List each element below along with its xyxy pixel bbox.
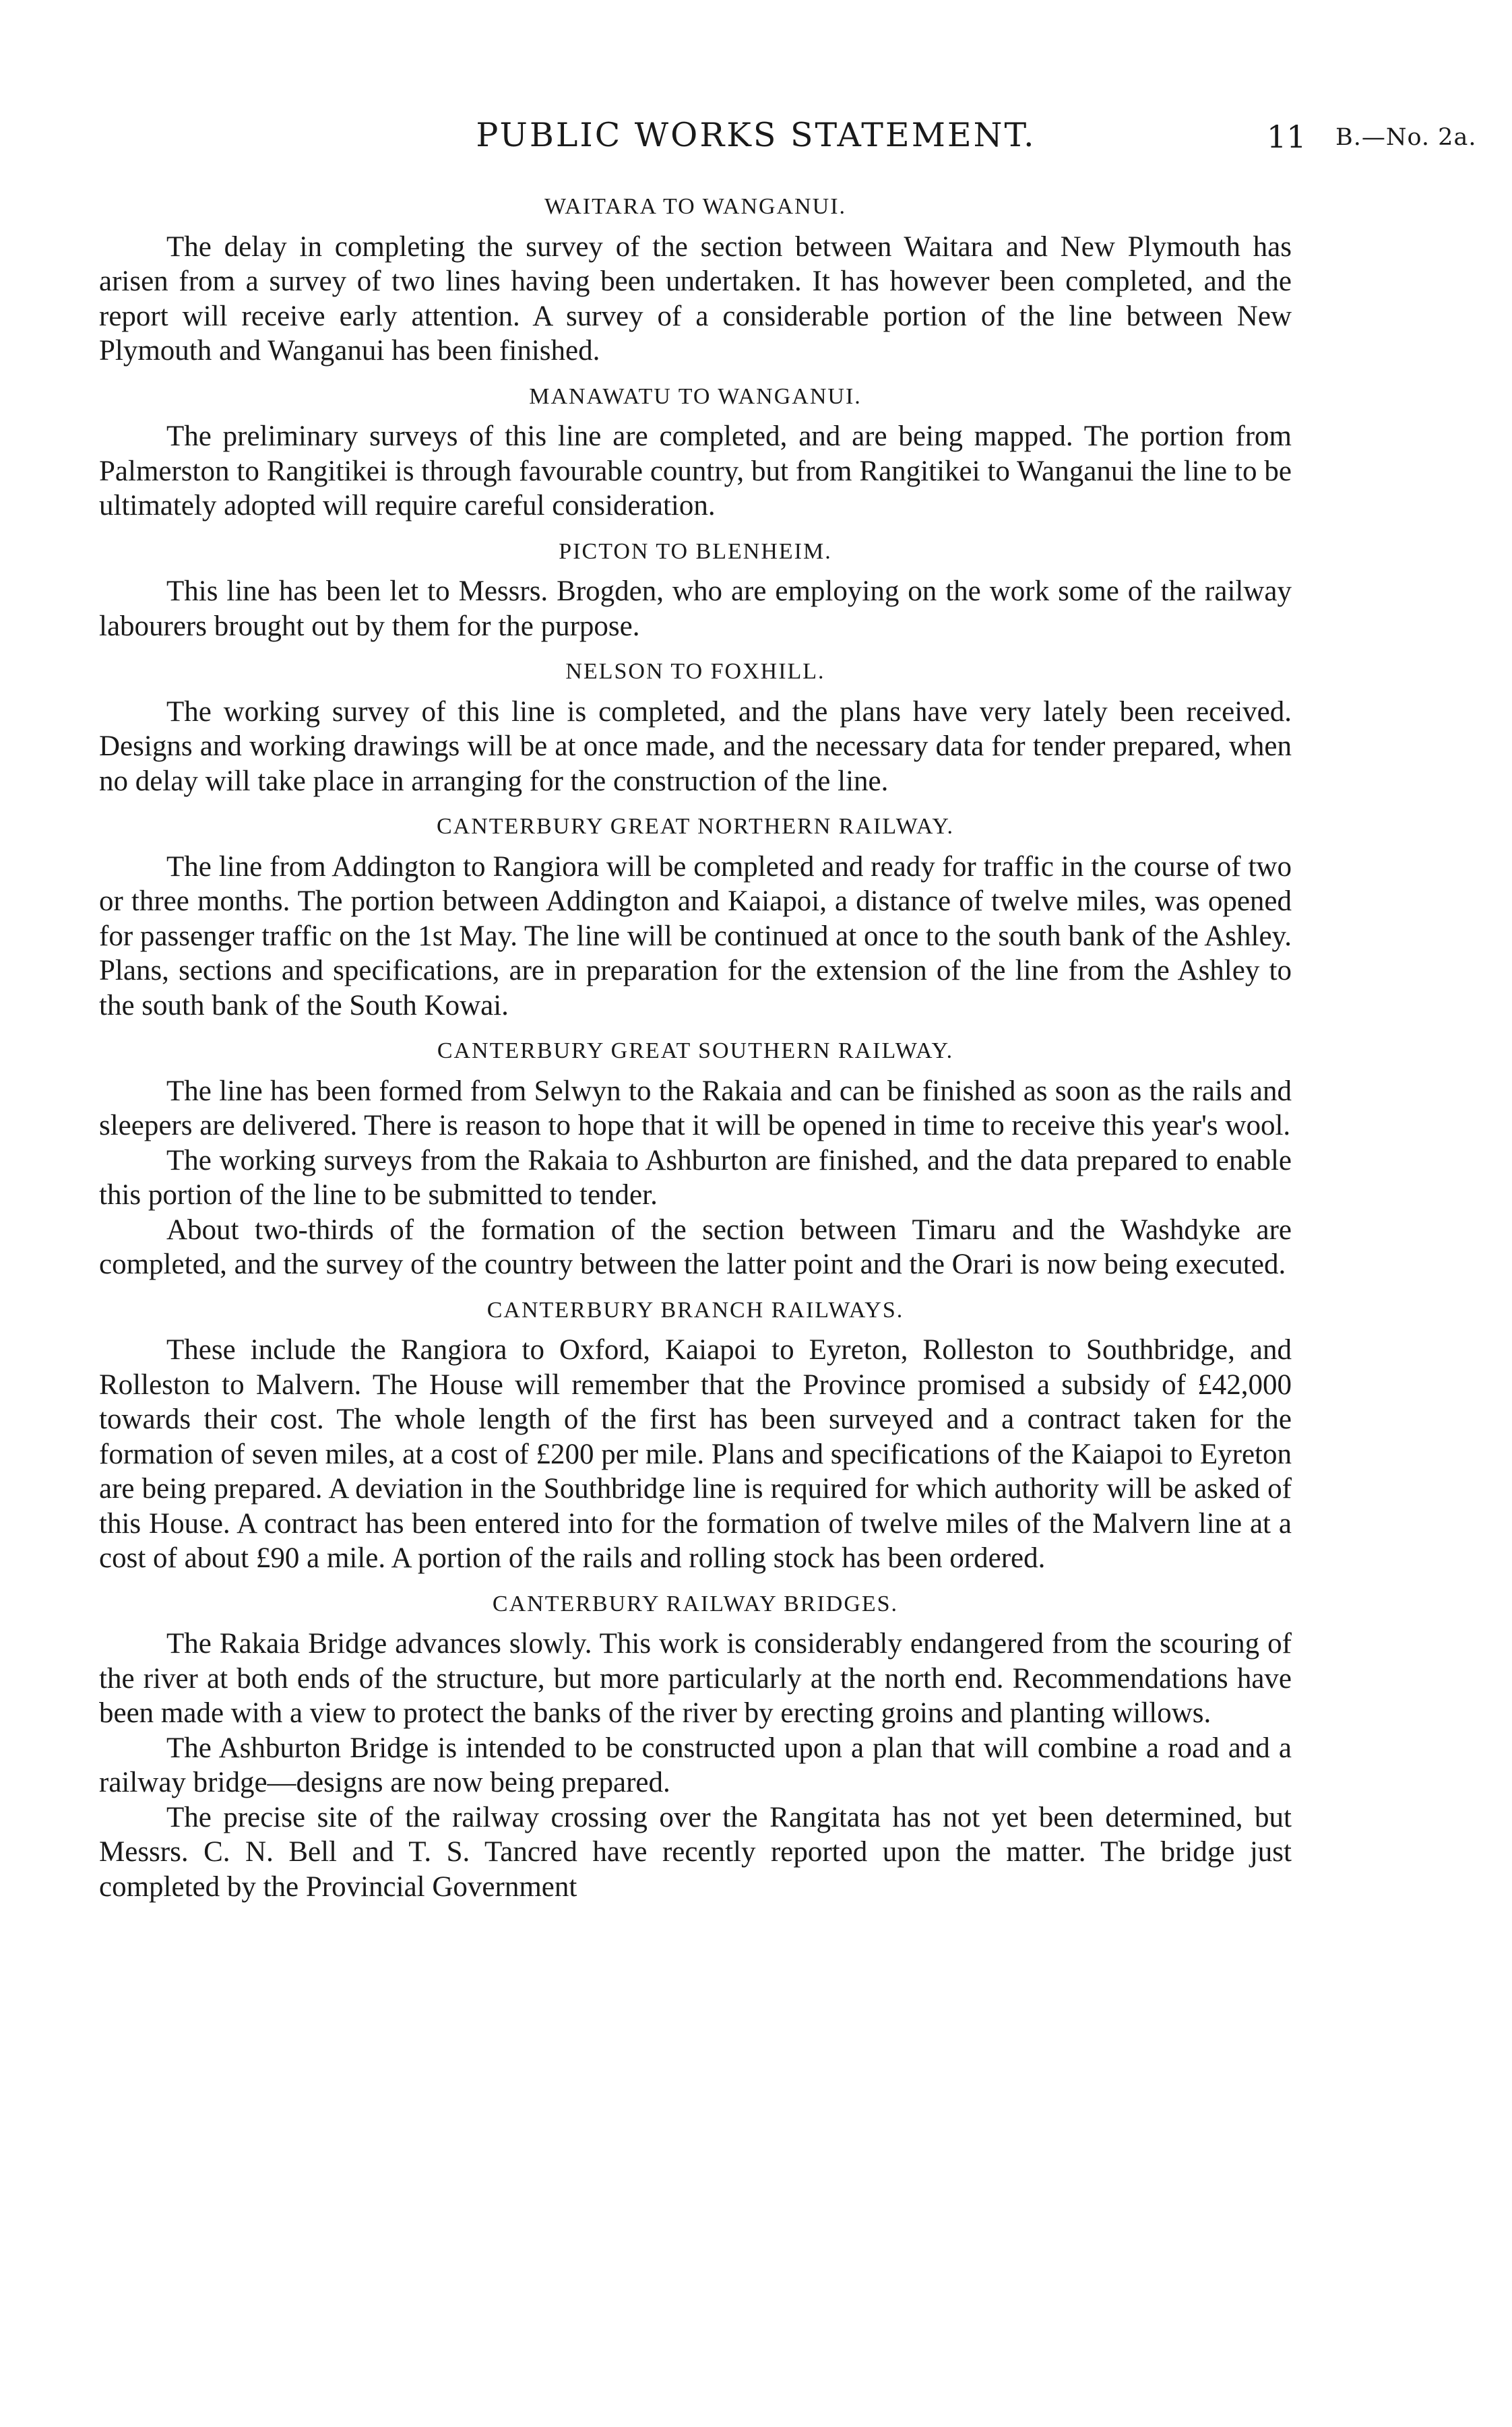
paragraph: The Rakaia Bridge advances slowly. This work is considerably endangered from the scouring of the river at both ends of the structure, but more particularly at the north end. Recommendations have been made with a view to protect the banks of the river by erecting groins and planting willows. xyxy=(99,1628,1292,1729)
paragraph: The precise site of the railway crossing over the Rangitata has not yet been determined, but Messrs. C. N. Bell and T. S. Tancred have recently reported upon the matter. The bridge just completed by the Provincial Government xyxy=(99,1801,1292,1903)
page-title: PUBLIC WORKS STATEMENT. xyxy=(476,116,1036,154)
paragraph: The line from Addington to Rangiora will be completed and ready for traffic in the course of two or three months. The portion between Addington and Kaiapoi, a distance of twelve miles, was opened for passenger traffic on the 1st May. The line will be continued at once to the south bank of the Ashley. Plans, sections and specifications, are in preparation for the extension of the line from the Ashley to the south bank of the South Kowai. xyxy=(99,850,1292,1021)
section-canterbury-railway-bridges xyxy=(99,1587,1292,1905)
section-heading: CANTERBURY RAILWAY BRIDGES. xyxy=(492,1591,899,1616)
paragraph: The preliminary surveys of this line are completed, and are being mapped. The portion from Palmerston to Rangitikei is through favourable country, but from Rangitikei to Wanganui the line to be ultimately adopted will require careful consideration. xyxy=(99,420,1292,522)
section-manawatu-to-wanganui xyxy=(99,379,1292,524)
page-header xyxy=(0,116,1512,163)
section-nelson-to-foxhill xyxy=(99,654,1292,798)
section-heading: MANAWATU TO WANGANUI. xyxy=(529,383,862,409)
section-heading: NELSON TO FOXHILL. xyxy=(565,659,825,684)
paragraph: About two-thirds of the formation of the section between Timaru and the Washdyke are completed, and the survey of the country between the latter point and the Orari is now being executed. xyxy=(99,1214,1292,1280)
paragraph: These include the Rangiora to Oxford, Kaiapoi to Eyreton, Rolleston to Southbridge, and Rolleston to Malvern. The House will remember that the Province promised a subsidy of £42,000 towards their cost. The whole length of the first has been surveyed and a contract taken for the formation of seven miles, at a cost of £200 per mile. Plans and specifications of the Kaiapoi to Eyreton are being prepared. A deviation in the Southbridge line is required for which authority will be asked of this House. A contract has been entered into for the formation of twelve miles of the Malvern line at a cost of about £90 a mile. A portion of the rails and rolling stock has been ordered. xyxy=(99,1334,1292,1574)
section-heading: CANTERBURY GREAT NORTHERN RAILWAY. xyxy=(436,814,955,839)
section-heading: WAITARA TO WANGANUI. xyxy=(544,194,847,219)
paragraph: The delay in completing the survey of the section between Waitara and New Plymouth has arisen from a survey of two lines having been undertaken. It has however been completed, and the report will receive early attention. A survey of a considerable portion of the line between New Plymouth and Wanganui has been finished. xyxy=(99,230,1292,367)
section-canterbury-great-northern xyxy=(99,809,1292,1023)
paragraph: The working surveys from the Rakaia to Ashburton are finished, and the data prepared to enable this portion of the line to be submitted to tender. xyxy=(99,1144,1292,1211)
paragraph: The line has been formed from Selwyn to the Rakaia and can be finished as soon as the rails and sleepers are delivered. There is reason to hope that it will be opened in time to receive this year's wool. xyxy=(99,1075,1292,1141)
section-heading: PICTON TO BLENHEIM. xyxy=(559,538,832,564)
section-picton-to-blenheim xyxy=(99,534,1292,644)
document-reference: B.—No. 2a. xyxy=(1335,124,1477,151)
section-canterbury-great-southern xyxy=(99,1034,1292,1282)
section-waitara-to-wanganui xyxy=(99,189,1292,369)
section-heading: CANTERBURY GREAT SOUTHERN RAILWAY. xyxy=(437,1038,954,1063)
paragraph: This line has been let to Messrs. Brogden, who are employing on the work some of the railway labourers brought out by them for the purpose. xyxy=(99,575,1292,642)
section-heading: CANTERBURY BRANCH RAILWAYS. xyxy=(486,1297,904,1323)
paragraph: The Ashburton Bridge is intended to be constructed upon a plan that will combine a road and a railway bridge—designs are now being prepared. xyxy=(99,1732,1292,1798)
section-canterbury-branch-railways xyxy=(99,1293,1292,1576)
page-number: 11 xyxy=(1267,119,1306,155)
paragraph: The working survey of this line is completed, and the plans have very lately been received. Designs and working drawings will be at once made, and the necessary data for tender prepared, when no delay will take place in arranging for the construction of the line. xyxy=(99,695,1292,797)
page-body xyxy=(99,179,1292,1904)
